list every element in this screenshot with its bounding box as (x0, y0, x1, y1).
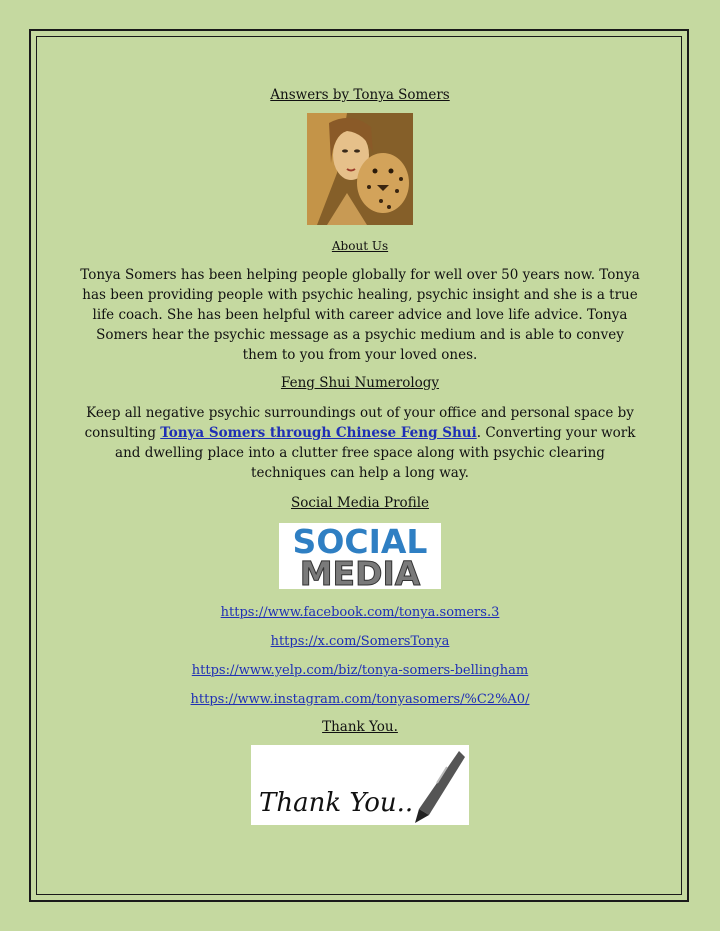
thank-you-heading: Thank You. (322, 719, 398, 735)
page-title: Answers by Tonya Somers (270, 87, 450, 103)
feng-shui-link[interactable]: Tonya Somers through Chinese Feng Shui (160, 425, 477, 441)
facebook-link[interactable]: https://www.facebook.com/tonya.somers.3 (220, 605, 500, 620)
svg-text:SOCIAL: SOCIAL (292, 523, 428, 561)
about-heading: About Us (331, 239, 389, 253)
social-media-logo (279, 523, 441, 589)
instagram-link[interactable]: https://www.instagram.com/tonyasomers/%C2%A0/ (190, 692, 530, 707)
about-paragraph: Tonya Somers has been helping people globally for well over 50 years now. Tonya has been providing people with psychic healing, psychic insight and she is a true life coach. She has been helpful with career advice and love life advice. Tonya Somers hear the psychic message as a psychic medium and is able to convey them to you from your loved ones. (80, 267, 640, 363)
yelp-link[interactable]: https://www.yelp.com/biz/tonya-somers-bellingham (191, 663, 529, 678)
x-link[interactable]: https://x.com/SomersTonya (270, 634, 450, 649)
svg-text:Thank You..: Thank You.. (259, 788, 414, 818)
thank-you-image (251, 745, 469, 825)
social-media-heading: Social Media Profile (291, 495, 429, 511)
feng-shui-heading: Feng Shui Numerology (280, 375, 440, 391)
document-body (40, 40, 680, 825)
feng-shui-paragraph: Keep all negative psychic surroundings out of your office and personal space by consulting Tonya Somers through Chinese Feng Shui. Converting your work and dwelling place into a clutter free space along with psychic clearing techniques can help a long way. (84, 405, 636, 481)
woman-leopard-portrait (307, 113, 413, 225)
svg-text:MEDIA: MEDIA (299, 554, 421, 589)
